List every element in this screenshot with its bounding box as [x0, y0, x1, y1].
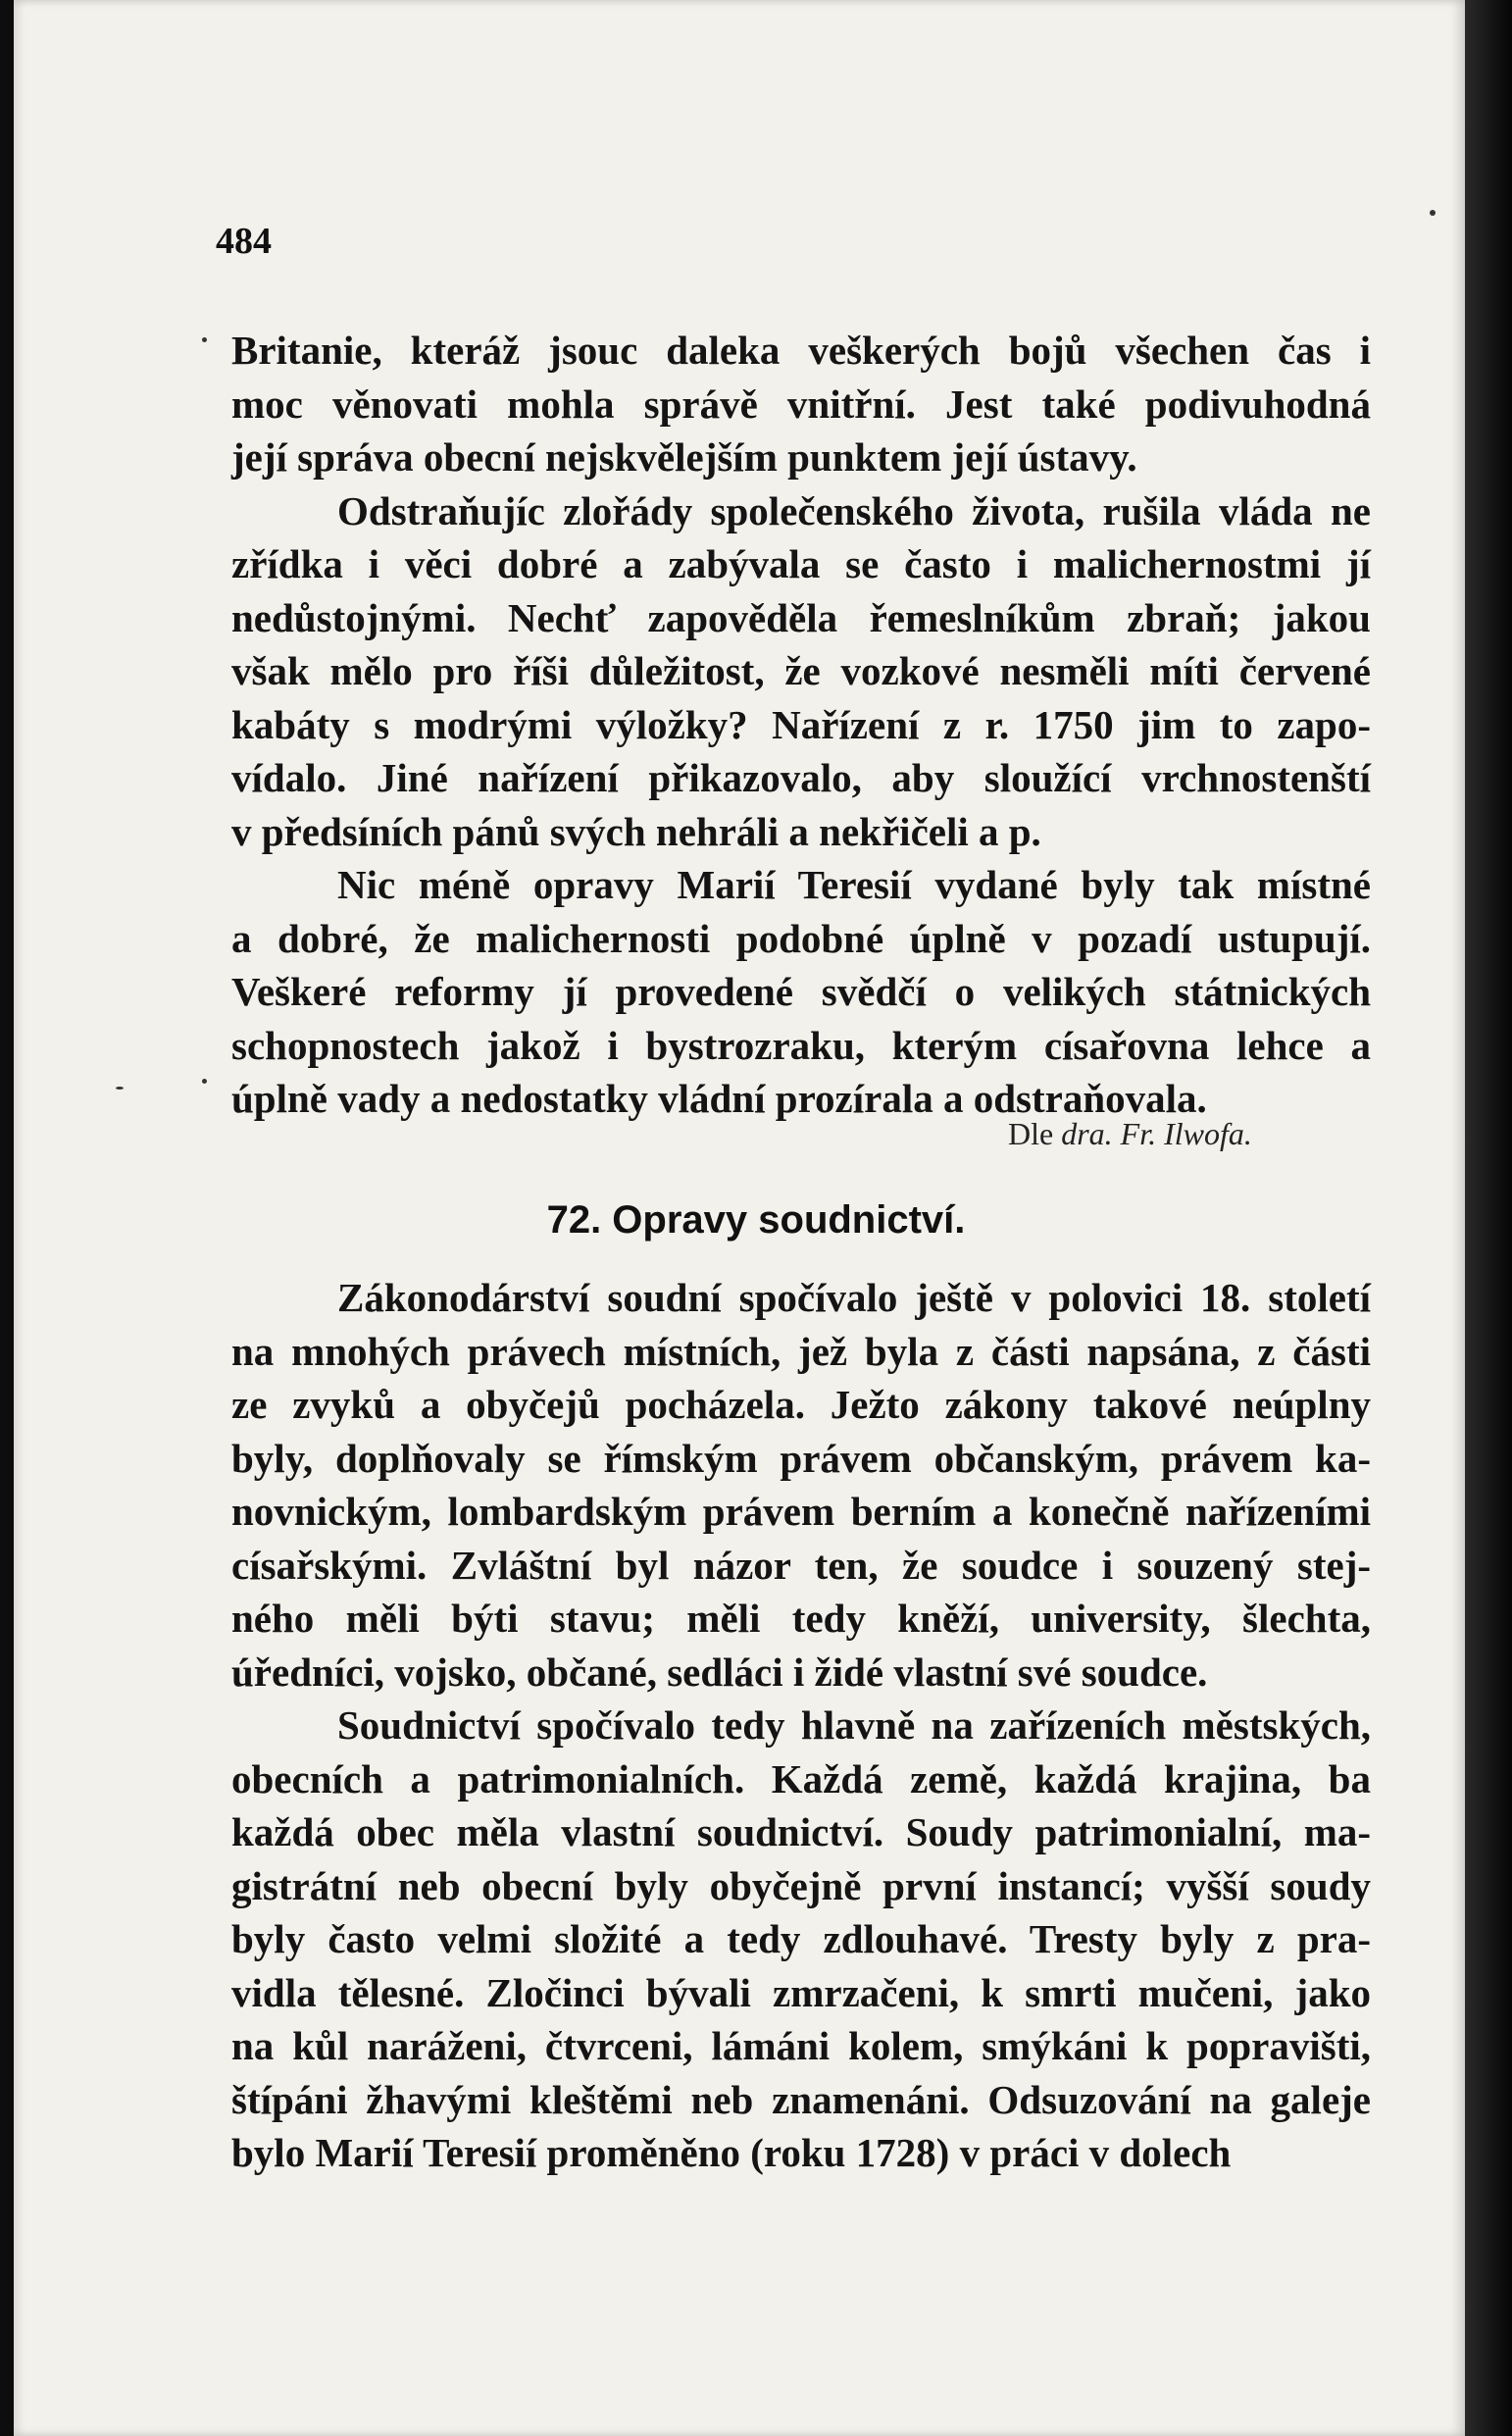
scan-speck	[116, 1087, 124, 1090]
text-line: vidla tělesné. Zločinci bývali zmrzačeni, k smrti mučeni, jako	[231, 1969, 1371, 2015]
text-line: její správa obecní nejskvělejším punktem její ústavy.	[231, 434, 1137, 480]
scan-speck	[202, 337, 207, 342]
text-line: kabáty s modrými výložky? Nařízení z r. 1750 jim to zapo-	[231, 701, 1371, 747]
text-line: v předsíních pánů svých nehráli a nekřičeli a p.	[231, 808, 1041, 854]
scan-speck	[202, 1079, 207, 1084]
text-line: ze zvyků a obyčejů pocházela. Ježto zákony takové neúplny	[231, 1382, 1371, 1427]
text-line: gistrátní neb obecní byly obyčejně první instancí; vyšší soudy	[231, 1862, 1371, 1908]
text-line: na kůl naráženi, čtvrceni, lámáni kolem, smýkáni k popravišti,	[231, 2023, 1371, 2068]
text-line: Nic méně opravy Marií Teresií vydané byly tak místné	[337, 862, 1371, 907]
text-line: a dobré, že malichernosti podobné úplně v pozadí ustupují.	[231, 915, 1371, 961]
text-line: zřídka i věci dobré a zabývala se často i malichernostmi jí	[231, 541, 1371, 586]
scan-speck	[1430, 210, 1436, 216]
text-line: úředníci, vojsko, občané, sedláci i židé vlastní své soudce.	[231, 1649, 1208, 1695]
attribution-prefix: Dle	[1008, 1116, 1054, 1151]
text-line: Zákonodárství soudní spočívalo ještě v polovici 18. století	[337, 1275, 1371, 1320]
text-line: štípáni žhavými kleštěmi neb znamenáni. Odsuzování na galeje	[231, 2076, 1371, 2122]
text-line: však mělo pro říši důležitost, že vozkové nesměli míti červené	[231, 648, 1371, 693]
text-line: schopnostech jakož i bystrozraku, kterým císařovna lehce a	[231, 1022, 1371, 1068]
text-line: Veškeré reformy jí provedené svědčí o velikých státnických	[231, 969, 1371, 1014]
text-line: Soudnictví spočívalo tedy hlavně na zařízeních městských,	[337, 1702, 1371, 1748]
text-line: Odstraňujíc zlořády společenského života, rušila vláda ne	[337, 487, 1371, 533]
text-line: Britanie, kteráž jsouc daleka veškerých bojů všechen čas i	[231, 328, 1371, 373]
text-line: bylo Marií Teresií proměněno (roku 1728) v práci v dolech	[231, 2130, 1232, 2175]
body-text-section-2	[231, 1271, 1371, 2180]
text-line: vídalo. Jiné nařízení přikazovalo, aby sloužící vrchnostenští	[231, 755, 1371, 800]
body-text-section-1	[231, 324, 1371, 1126]
attribution-author: dra. Fr. Ilwofa.	[1061, 1116, 1252, 1151]
text-line: byly často velmi složité a tedy zdlouhavé. Tresty byly z pra-	[231, 1916, 1371, 1961]
text-line: novnickým, lombardským právem berním a konečně nařízeními	[231, 1489, 1371, 1534]
page-number: 484	[216, 221, 272, 262]
attribution	[1008, 1116, 1252, 1152]
text-line: ného měli býti stavu; měli tedy kněží, university, šlechta,	[231, 1596, 1371, 1641]
text-line: na mnohých právech místních, jež byla z části napsána, z části	[231, 1328, 1371, 1374]
text-line: úplně vady a nedostatky vládní prozírala a odstraňovala.	[231, 1076, 1207, 1121]
text-line: byly, doplňovaly se římským právem občanským, právem ka-	[231, 1435, 1371, 1481]
text-line: každá obec měla vlastní soudnictví. Soudy patrimonialní, ma-	[231, 1809, 1371, 1854]
text-line: nedůstojnými. Nechť zapověděla řemeslníkům zbraň; jakou	[231, 594, 1371, 640]
text-line: císařskými. Zvláštní byl názor ten, že soudce i souzený stej-	[231, 1542, 1371, 1588]
text-line: obecních a patrimonialních. Každá země, každá krajina, ba	[231, 1755, 1371, 1802]
text-line: moc věnovati mohla správě vnitřní. Jest také podivuhodná	[231, 381, 1371, 427]
section-heading: 72. Opravy soudnictví.	[546, 1198, 966, 1242]
